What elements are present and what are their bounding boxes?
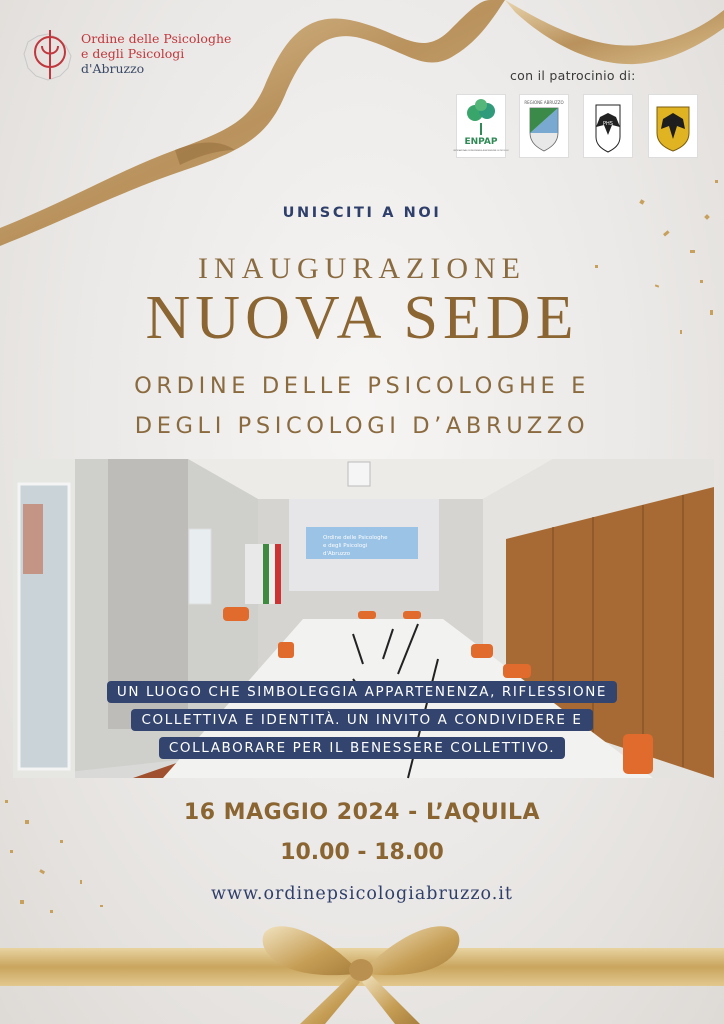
org-name-line2: e degli Psicologi (81, 46, 185, 61)
regione-abruzzo-logo (520, 95, 568, 157)
screen-line2: e degli Psicologi (323, 543, 368, 549)
caption-line1-wrap (0, 681, 724, 703)
eagle-crest-icon (584, 95, 632, 157)
provincia-crest-logo (649, 95, 697, 157)
enpap-logo (453, 95, 509, 157)
gold-eagle-crest-icon (649, 95, 697, 157)
crest-label: PHS (603, 121, 613, 127)
enpap-label: ENPAP (464, 137, 498, 147)
caption-line2: COLLETTIVA E IDENTITÀ. UN INVITO A CONDIVIDERE E (131, 709, 592, 731)
event-time: 10.00 - 18.00 (280, 840, 444, 865)
caption-line3: COLLABORARE PER IL BENESSERE COLLETTIVO. (159, 737, 565, 759)
screen-line1: Ordine delle Psicologhe (323, 535, 388, 541)
regione-shield-icon (520, 95, 568, 157)
enpap-sublabel: ENTE NAZIONALE DI PREVIDENZA E ASSISTENZA PER GLI PSICOLOGI (453, 151, 509, 152)
org-title-line1: ORDINE DELLE PSICOLOGHE E (134, 373, 590, 399)
main-title: NUOVA SEDE (145, 284, 579, 352)
org-name-line3: d'Abruzzo (81, 61, 145, 76)
caption-line1: UN LUOGO CHE SIMBOLEGGIA APPARTENENZA, RIFLESSIONE (107, 681, 617, 703)
city-crest-logo (584, 95, 632, 157)
inauguration-heading: INAUGURAZIONE (198, 252, 526, 285)
join-us-heading: UNISCITI A NOI (282, 205, 442, 221)
org-name (81, 31, 231, 76)
screen-line3: d'Abruzzo (323, 551, 351, 557)
patronage-label: con il patrocinio di: (510, 68, 636, 83)
caption-line3-wrap (0, 737, 724, 759)
caption-line2-wrap (0, 709, 724, 731)
regione-label: REGIONE ABRUZZO (524, 100, 564, 105)
org-name-line1: Ordine delle Psicologhe (81, 31, 232, 46)
org-title-line2: DEGLI PSICOLOGI D’ABRUZZO (134, 413, 590, 439)
tree-icon (453, 95, 509, 157)
order-logo-icon (16, 24, 78, 84)
website-link[interactable]: www.ordinepsicologiabruzzo.it (211, 884, 513, 904)
gold-bow-decoration (0, 912, 724, 1024)
event-date-place: 16 MAGGIO 2024 - L’AQUILA (183, 800, 541, 825)
